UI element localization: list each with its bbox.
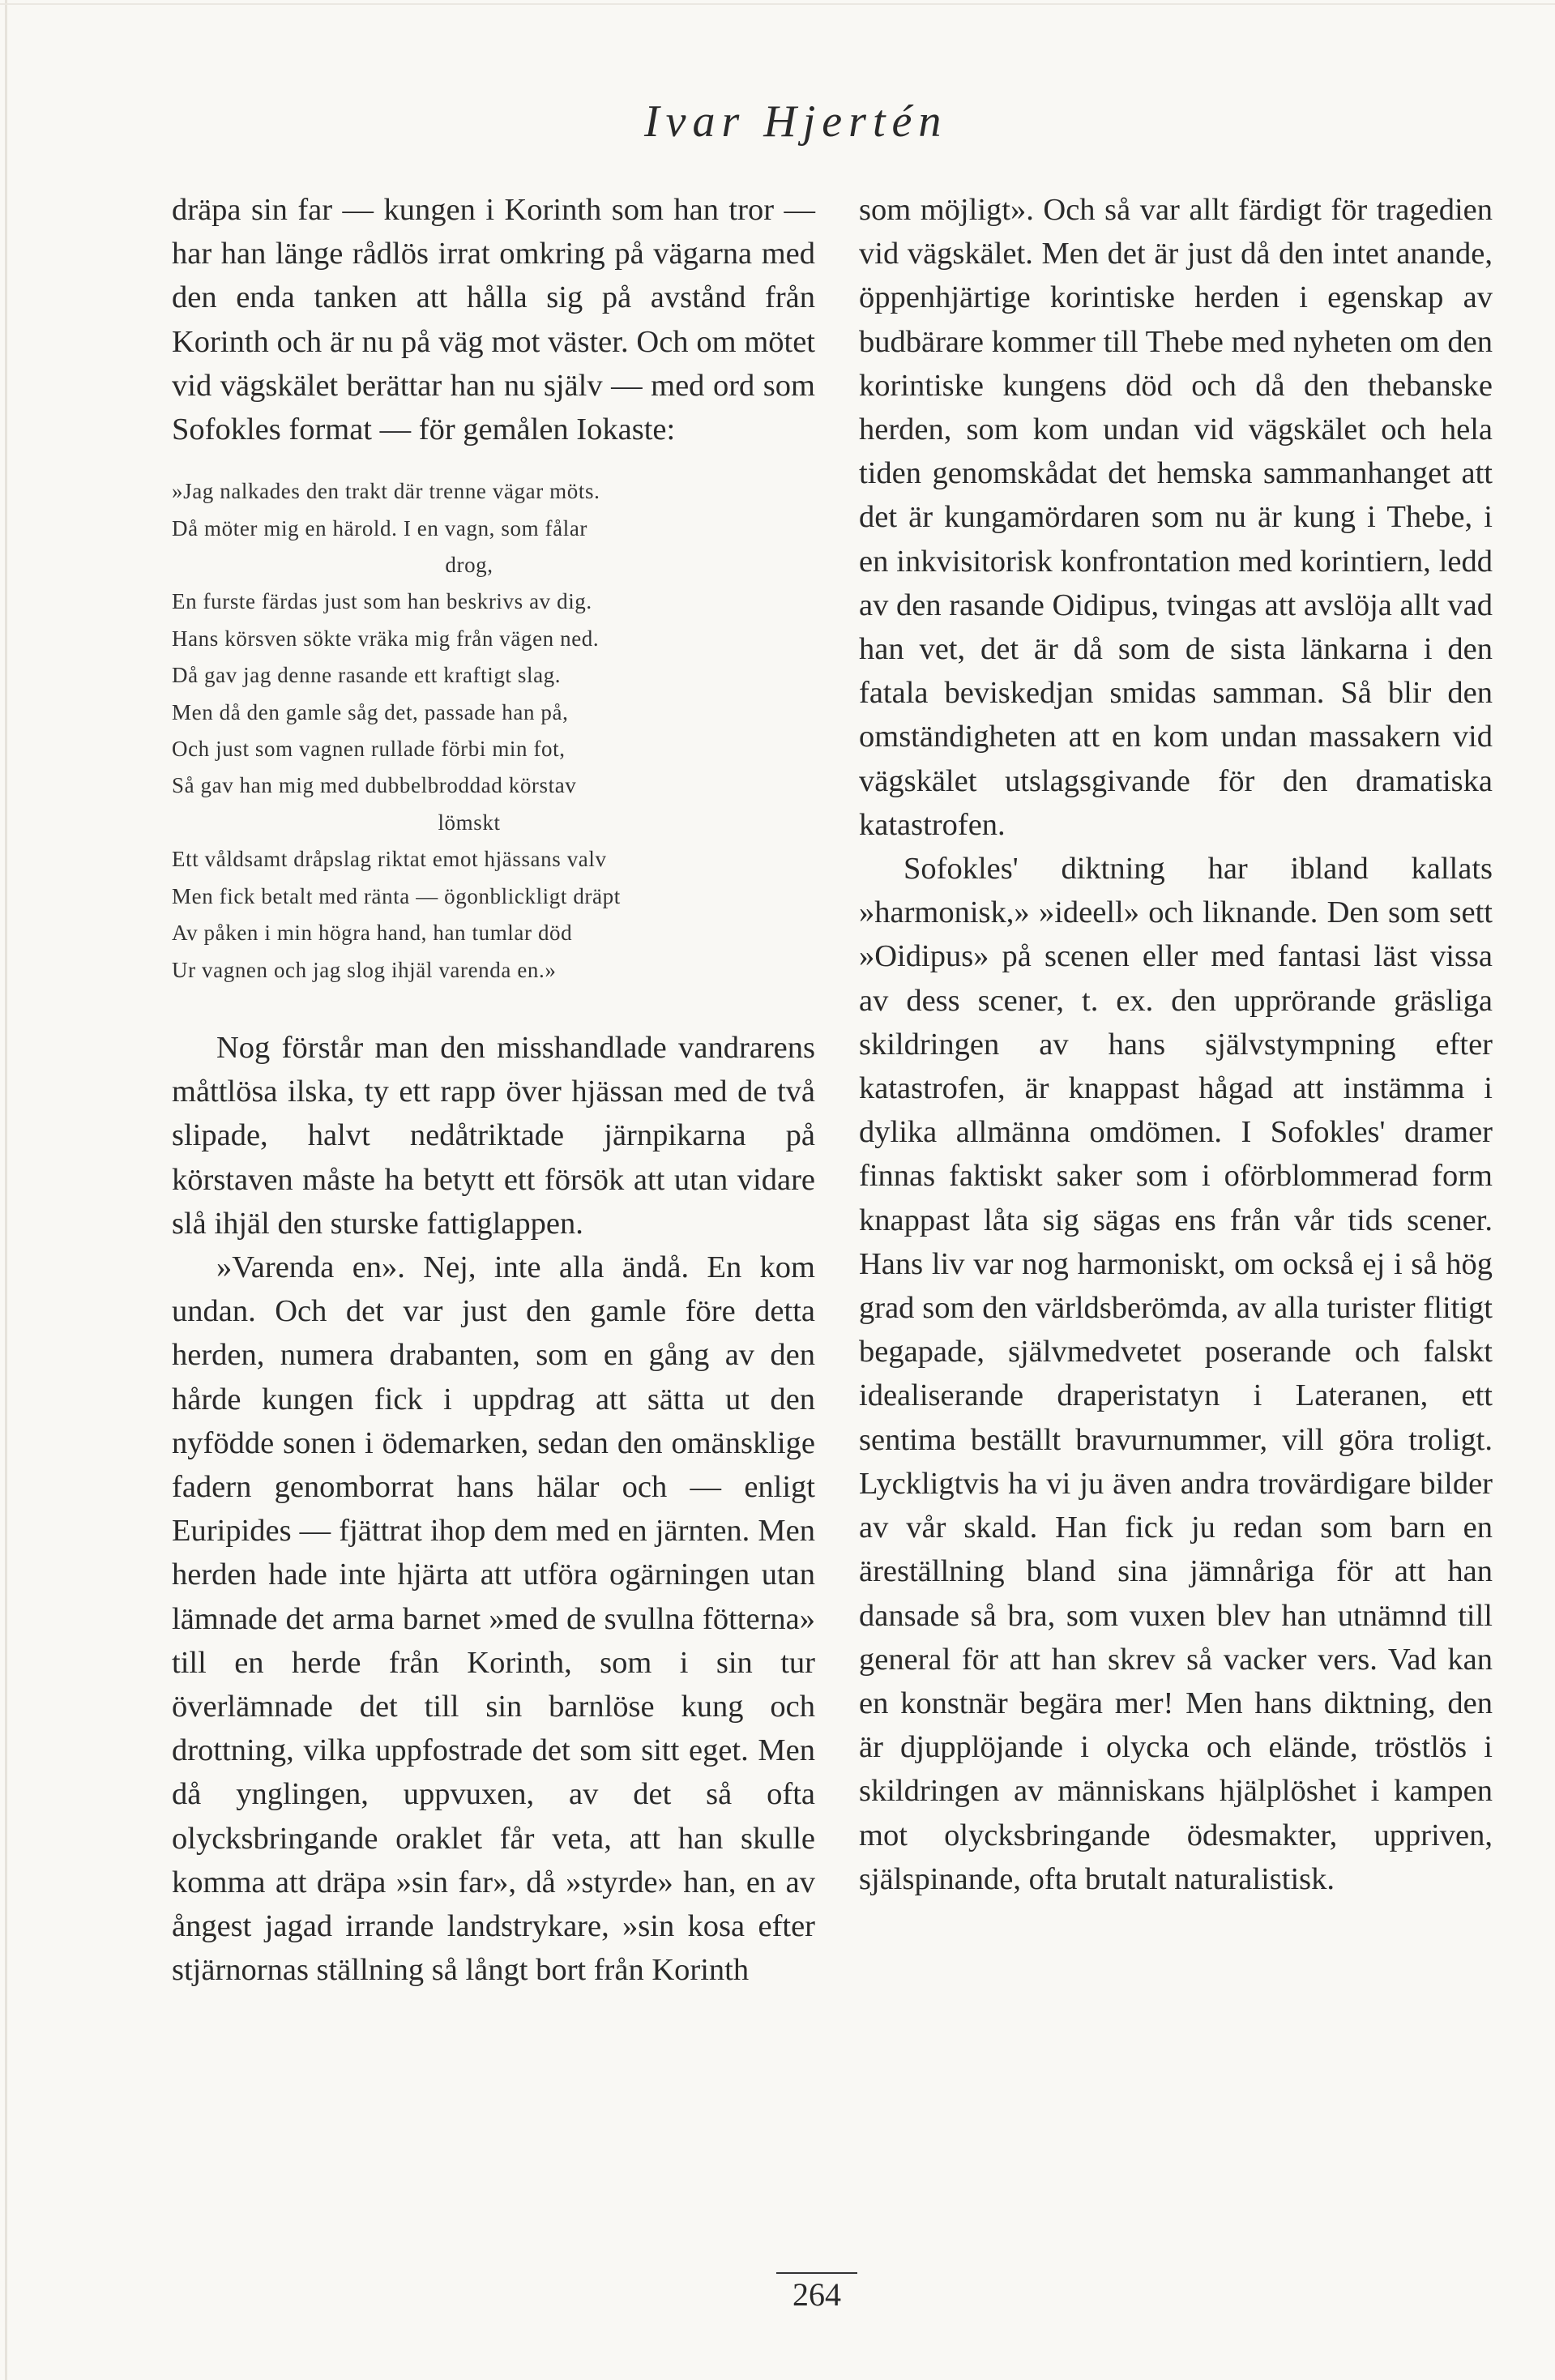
- body-paragraph: »Varenda en». Nej, inte alla ändå. En kom undan. Och det var just den gamle före detta herden, numera drabanten, som en gång av den hårde kungen fick i uppdrag att sätta ut den nyfödde sonen i ödemarken, sedan den omänsklige fadern genomborrat hans hälar och — enligt Euripides — fjättrat ihop dem med en järnten. Men herden hade inte hjärta att utföra ogärningen utan lämnade det arma barnet »med de svullna fötterna» till en herde från Korinth, som i sin tur överlämnade det till sin barnlöse kung och drottning, vilka uppfostrade det som sitt eget. Men då ynglingen, uppvuxen, av det så ofta olycksbringande oraklet får veta, att han skulle komma att dräpa »sin far», då »styrde» han, en av ångest jagad irrande landstrykare, »sin kosa efter stjärnornas ställning så långt bort från Korinth: [172, 1250, 815, 1988]
- verse-line-continuation: drog,: [445, 553, 493, 578]
- body-paragraph: som möjligt». Och så var allt färdigt för tragedien vid vägskälet. Men det är just då den intet anande, öppenhjärtige korintiske herden i egenskap av budbärare kommer till Thebe med nyheten om den korintiske kungens död och då den thebanske herden, som kom undan vid vägskälet och hela tiden genomskådat det hemska sammanhanget att det är kungamördaren som nu är kung i Thebe, i en inkvisitorisk konfrontation med korintiern, ledd av den rasande Oidipus, tvingas att avslöja allt vad han vet, det är då som de sista länkarna i den fatala beviskedjan smidas samman. Så blir den omständigheten att en kom undan massakern vid vägskälet utslagsgivande för den dramatiska katastrofen.: [859, 193, 1493, 842]
- verse-line-continuation: lömskt: [438, 810, 501, 835]
- page-edge-left: [5, 0, 7, 2380]
- verse-line: Ur vagnen och jag slog ihjäl varenda en.»: [172, 957, 557, 982]
- verse-line: Av påken i min högra hand, han tumlar död: [172, 921, 573, 946]
- verse-line: Så gav han mig med dubbelbroddad körstav: [172, 773, 577, 798]
- page-edge-top: [0, 3, 1555, 5]
- page-number: 264: [792, 2276, 841, 2313]
- verse-line: Men fick betalt med ränta — ögonblickligt dräpt: [172, 883, 621, 908]
- left-column: [172, 188, 815, 1992]
- verse-line: Då gav jag denne rasande ett kraftigt slag.: [172, 663, 562, 688]
- intro-paragraph: dräpa sin far — kungen i Korinth som han tror — har han länge rådlös irrat omkring på vägarna med den enda tanken att hålla sig på avstånd från Korinth och är nu på väg mot väster. Och om mötet vid vägskälet berättar han nu själv — med ord som Sofokles format — för gemålen Iokaste:: [172, 193, 815, 447]
- verse-line: »Jag nalkades den trakt där trenne vägar möts.: [172, 479, 600, 504]
- verse-quote: [172, 473, 815, 989]
- body-paragraph: Sofokles' diktning har ibland kallats »harmonisk,» »ideell» och liknande. Den som sett »Oidipus» på scenen eller med fantasi läst vissa av dess scener, t. ex. den upprörande gräsliga skildringen av hans självstympning efter katastrofen, är knappast hågad att instämma i dylika allmänna omdömen. I Sofokles' dramer finnas faktiskt saker som i oförblommerad form knappast låta sig sägas ens från vår tids scener. Hans liv var nog harmoniskt, om också ej i så hög grad som den världsberömda, av alla turister flitigt begapade, självmedvetet poserande och falskt idealiserande draperistatyn i Lateranen, ett sentima beställt bravurnummer, vill göra troligt. Lyckligtvis ha vi ju även andra trovärdigare bilder av vår skald. Han fick ju redan som barn en äreställning bland sina jämnåriga för att han dansade så bra, som vuxen blev han utnämnd till general för att han skrev så vacker vers. Vad kan en konstnär begära mer! Men hans diktning, den är djupplöjande i olycka och elände, tröstlös i skildringen av människans hjälplöshet i kampen mot olycksbringande ödesmakter, uppriven, själspinande, ofta brutalt naturalistisk.: [859, 852, 1493, 1896]
- verse-line: Och just som vagnen rullade förbi min fot,: [172, 737, 566, 762]
- body-paragraph: Nog förstår man den misshandlade vandrarens måttlösa ilska, ty ett rapp över hjässan med de två slipade, halvt nedåtriktade järnpikarna på körstaven måste ha betytt ett försök att utan vidare slå ihjäl den sturske fattiglappen.: [172, 1030, 815, 1241]
- running-head: Ivar Hjertén: [644, 96, 948, 147]
- right-column: [859, 188, 1493, 1901]
- verse-line: Hans körsven sökte vräka mig från vägen ned.: [172, 626, 600, 651]
- verse-line: Men då den gamle såg det, passade han på,: [172, 699, 569, 724]
- verse-line: Då möter mig en härold. I en vagn, som fålar: [172, 515, 587, 541]
- page-number-rule: [776, 2272, 857, 2274]
- verse-line: En furste färdas just som han beskrivs av dig.: [172, 589, 592, 614]
- verse-line: Ett våldsamt dråpslag riktat emot hjässans valv: [172, 847, 607, 872]
